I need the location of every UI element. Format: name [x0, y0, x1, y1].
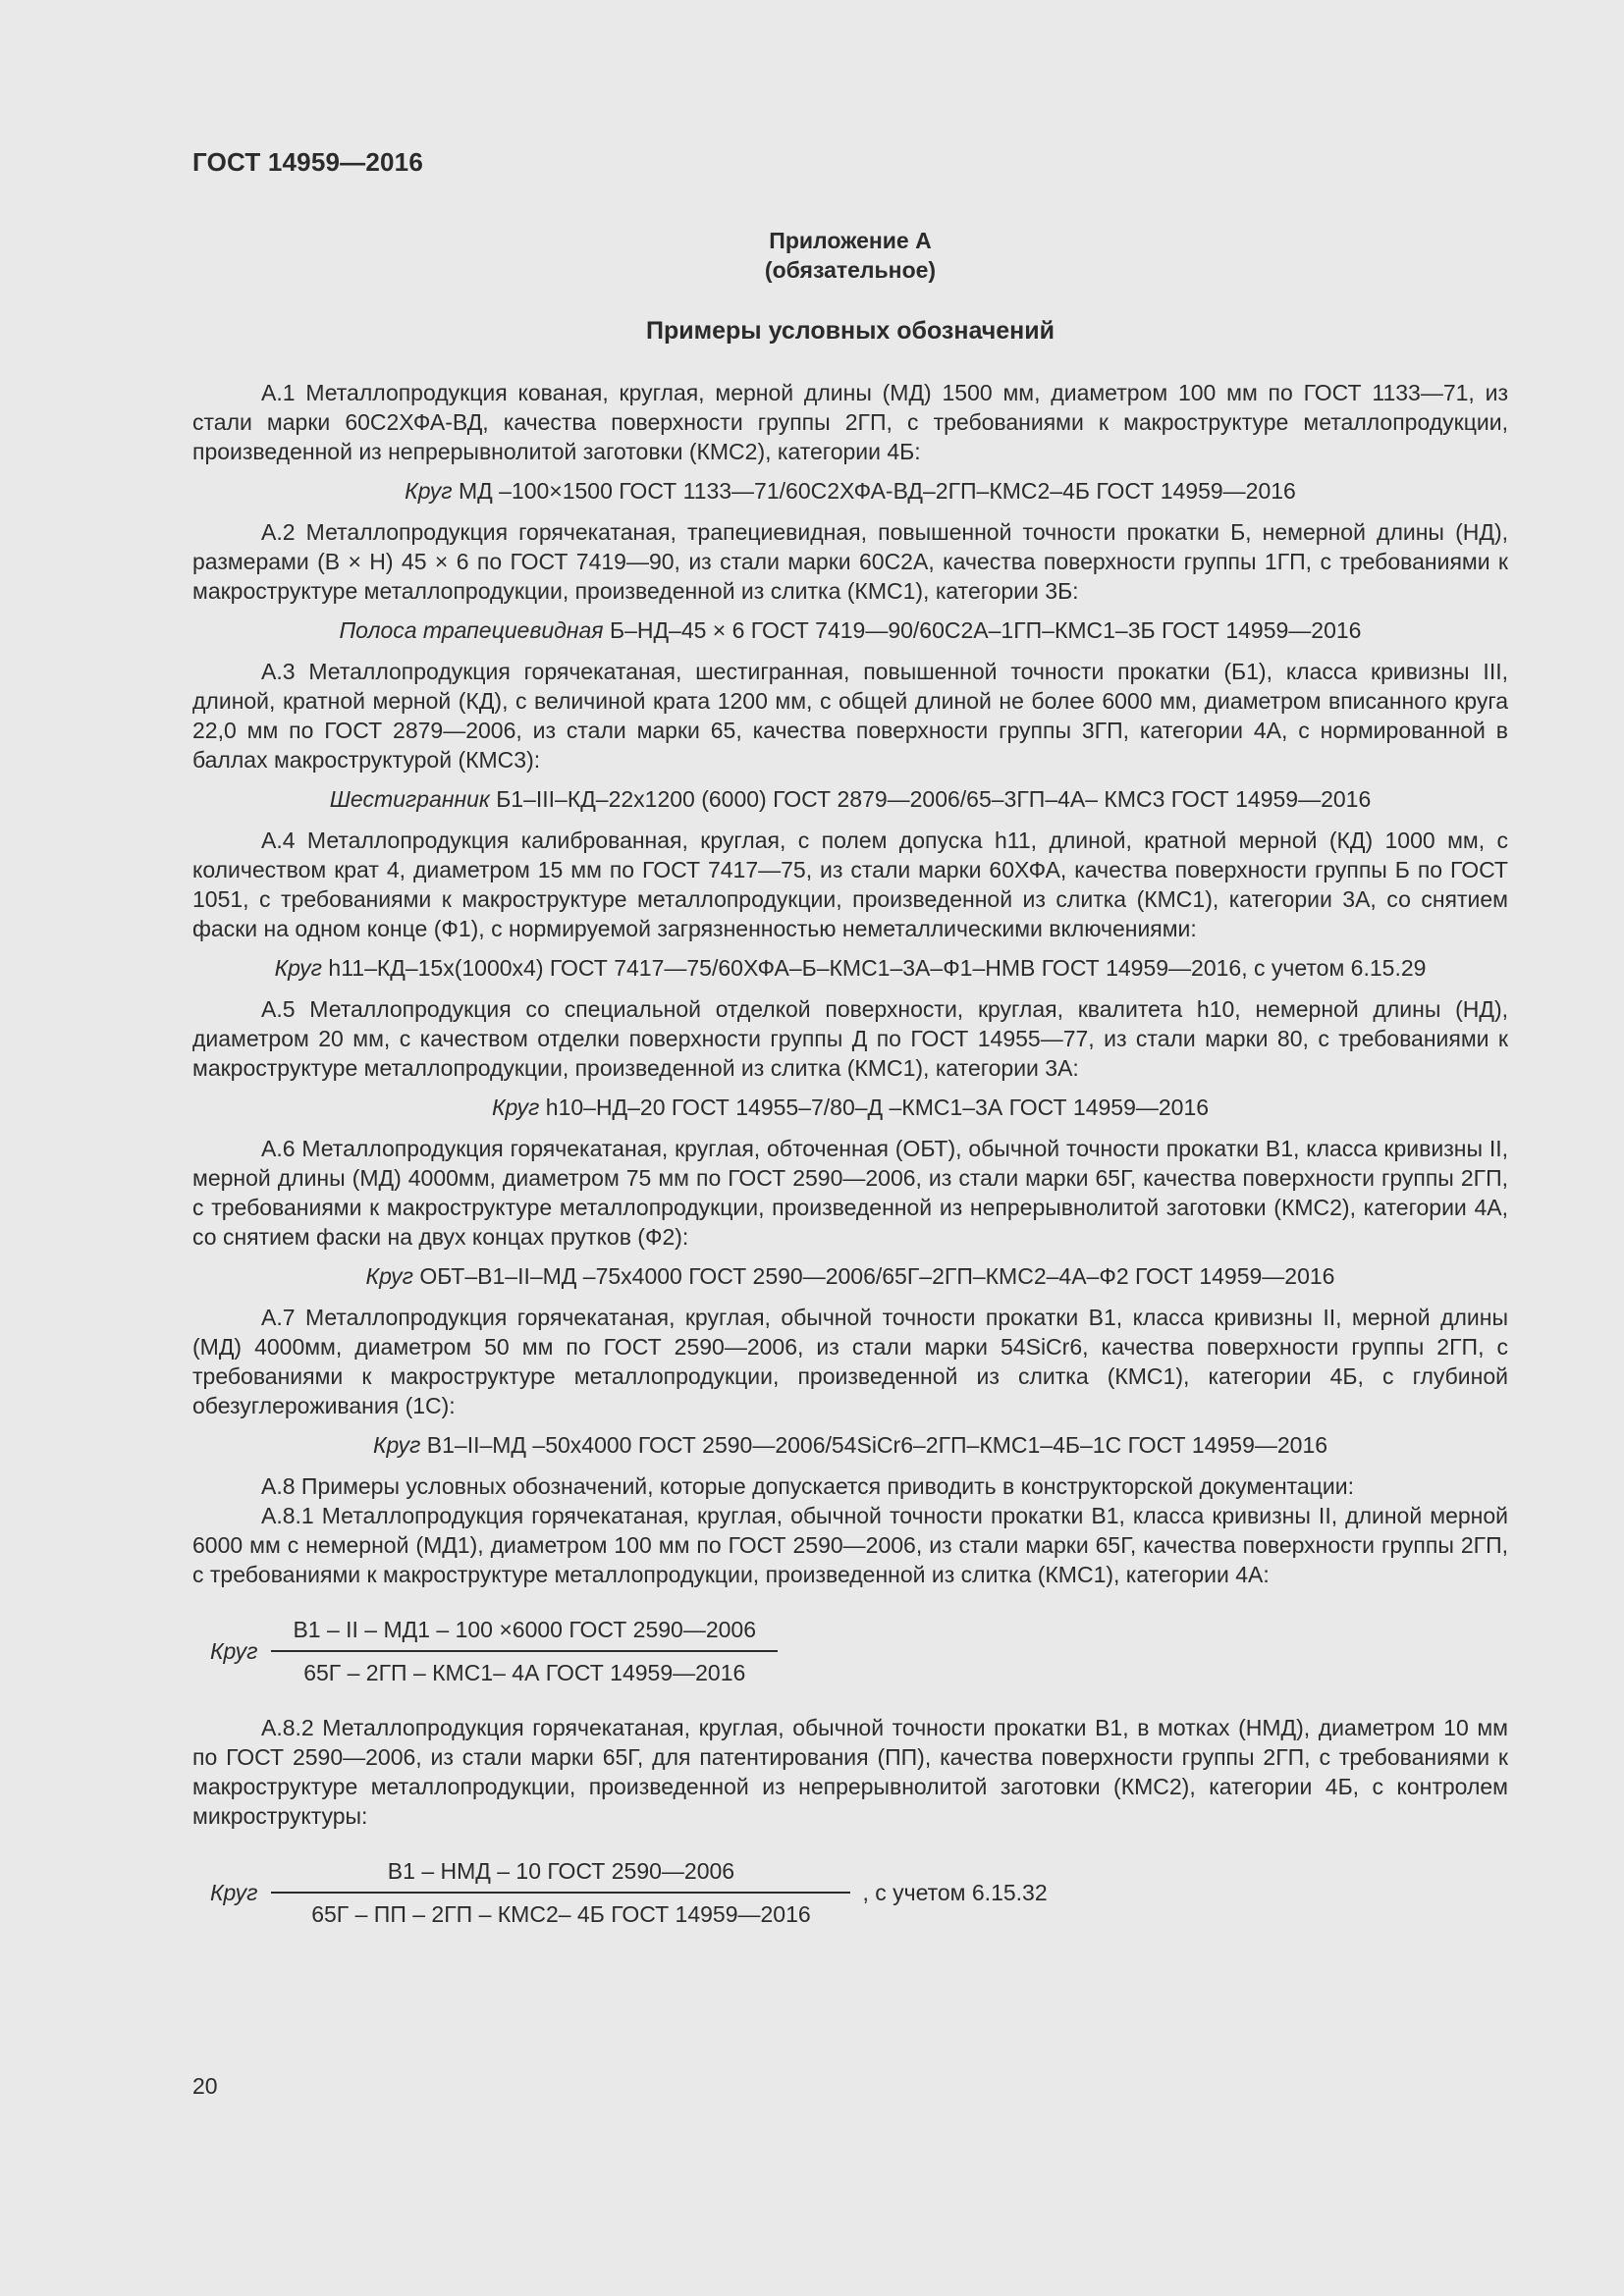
fraction-denominator: 65Г – ПП – 2ГП – КМС2– 4Б ГОСТ 14959—2016 — [311, 1901, 811, 1927]
fraction-numerator: В1 – II – МД1 – 100 ×6000 ГОСТ 2590—2006 — [271, 1615, 778, 1652]
designation-a4 — [192, 953, 1508, 983]
designation-kind: Круг — [274, 955, 323, 981]
clause-a82: А.8.2 Металлопродукция горячекатаная, круглая, обычной точности прокатки В1, в мотках (НМД), диаметром 10 мм по ГОСТ 2590—2006, из стали марки 65Г, для патентирования (ПП), качества поверхности группы 2ГП, с требованиями к макроструктуре металлопродукции, произведенной из непрерывнолитой заготовки (КМС2), категории 4Б, с контролем микроструктуры: — [192, 1715, 1508, 1829]
section-title: Примеры условных обозначений — [646, 317, 1055, 345]
designation-code: h10–НД–20 ГОСТ 14955–7/80–Д –КМС1–3А ГОСТ 14959—2016 — [545, 1095, 1210, 1120]
standard-header: ГОСТ 14959—2016 — [192, 147, 423, 177]
clause-a5: А.5 Металлопродукция со специальной отделкой поверхности, круглая, квалитета h10, немерной длины (НД), диаметром 20 мм, с качеством отделки поверхности группы Д по ГОСТ 14955—77, из стали марки 80, с требованиями к макроструктуре металлопродукции, произведенной из слитка (КМС1), категории 3А: — [192, 996, 1508, 1081]
designation-code: Б1–III–КД–22х1200 (6000) ГОСТ 2879—2006/65–3ГП–4А– КМС3 ГОСТ 14959—2016 — [496, 786, 1372, 812]
designation-code: Б–НД–45 × 6 ГОСТ 7419—90/60С2А–1ГП–КМС1–3Б ГОСТ 14959—2016 — [609, 617, 1362, 643]
designation-a6 — [192, 1261, 1508, 1291]
appendix-status: (обязательное) — [764, 257, 937, 283]
designation-a3 — [192, 784, 1508, 814]
designation-a5 — [192, 1093, 1508, 1122]
clause-a3: А.3 Металлопродукция горячекатаная, шестигранная, повышенной точности прокатки (Б1), класса кривизны III, длиной, кратной мерной (КД), с величиной крата 1200 мм, с общей длиной не более 6000 мм, диаметром вписанного круга 22,0 мм по ГОСТ 2879—2006, из стали марки 65, качества поверхности группы 3ГП, категории 4А, с нормированной в баллах макроструктурой (КМС3): — [192, 659, 1508, 773]
fraction-denominator: 65Г – 2ГП – КМС1– 4А ГОСТ 14959—2016 — [303, 1660, 746, 1685]
designation-kind: Круг — [491, 1095, 540, 1120]
designation-kind: Шестигранник — [329, 786, 490, 812]
designation-code: ОБТ–В1–II–МД –75х4000 ГОСТ 2590—2006/65Г–2ГП–КМС2–4А–Ф2 ГОСТ 14959—2016 — [419, 1263, 1335, 1289]
clause-a7: А.7 Металлопродукция горячекатаная, круглая, обычной точности прокатки В1, класса кривизны II, мерной длины (МД) 4000мм, диаметром 50 мм по ГОСТ 2590—2006, из стали марки 54SiCr6, качества поверхности группы 2ГП, с требованиями к макроструктуре металлопродукции, произведенной из слитка (КМС1), категории 4Б, с глубиной обезуглероживания (1С): — [192, 1305, 1508, 1418]
fraction-designation-a82 — [210, 1856, 1508, 1929]
designation-code: В1–II–МД –50х4000 ГОСТ 2590—2006/54SiCr6–2ГП–КМС1–4Б–1С ГОСТ 14959—2016 — [426, 1432, 1328, 1458]
fraction-designation-a81 — [210, 1615, 1508, 1687]
fraction-numerator: В1 – НМД – 10 ГОСТ 2590—2006 — [271, 1856, 850, 1894]
page-number: 20 — [192, 2073, 218, 2099]
appendix-title: Приложение А — [769, 228, 932, 253]
document-body — [192, 378, 1508, 1954]
designation-code: МД –100×1500 ГОСТ 1133—71/60С2ХФА-ВД–2ГП–КМС2–4Б ГОСТ 14959—2016 — [458, 478, 1296, 504]
clause-a2: А.2 Металлопродукция горячекатаная, трапециевидная, повышенной точности прокатки Б, немерной длины (НД), размерами (В × Н) 45 × 6 по ГОСТ 7419—90, из стали марки 60С2А, качества поверхности группы 1ГП, с требованиями к макроструктуре металлопродукции, произведенной из слитка (КМС1), категории 3Б: — [192, 519, 1508, 604]
clause-a1: А.1 Металлопродукция кованая, круглая, мерной длины (МД) 1500 мм, диаметром 100 мм по ГОСТ 1133—71, из стали марки 60С2ХФА-ВД, качества поверхности группы 2ГП, с требованиями к макроструктуре металлопродукции, произведенной из непрерывнолитой заготовки (КМС2), категории 4Б: — [192, 380, 1508, 464]
designation-code: h11–КД–15х(1000х4) ГОСТ 7417—75/60ХФА–Б–КМС1–3А–Ф1–НМВ ГОСТ 14959—2016, с учетом 6.15.29 — [328, 955, 1427, 981]
designation-a7 — [192, 1430, 1508, 1460]
clause-a4: А.4 Металлопродукция калиброванная, круглая, с полем допуска h11, длиной, кратной мерной (КД) 1000 мм, с количеством крат 4, диаметром 15 мм по ГОСТ 7417—75, из стали марки 60ХФА, качества поверхности группы Б по ГОСТ 1051, с требованиями к макроструктуре металлопродукции, произведенной из слитка (КМС1), категории 3А, со снятием фаски на одном конце (Ф1), с нормируемой загрязненностью неметаллическими включениями: — [192, 828, 1508, 941]
designation-kind: Круг — [365, 1263, 413, 1289]
clause-a81: А.8.1 Металлопродукция горячекатаная, круглая, обычной точности прокатки В1, класса кривизны II, длиной мерной 6000 мм с немерной (МД1), диаметром 100 мм по ГОСТ 2590—2006, из стали марки 65Г, качества поверхности группы 2ГП, с требованиями к макроструктуре металлопродукции, произведенной из слитка (КМС1), категории 4А: — [192, 1503, 1508, 1587]
fraction-suffix: , с учетом 6.15.32 — [862, 1880, 1048, 1905]
designation-a1 — [192, 476, 1508, 506]
clause-a8-intro: А.8 Примеры условных обозначений, которые допускается приводить в конструкторской документации: — [261, 1473, 1354, 1499]
designation-kind: Круг — [210, 1880, 258, 1905]
appendix-heading — [192, 226, 1508, 285]
fraction — [271, 1615, 778, 1687]
clause-a6: А.6 Металлопродукция горячекатаная, круглая, обточенная (ОБТ), обычной точности прокатки В1, класса кривизны II, мерной длины (МД) 4000мм, диаметром 75 мм по ГОСТ 2590—2006, из стали марки 65Г, качества поверхности группы 2ГП, с требованиями к макроструктуре металлопродукции, произведенной из непрерывнолитой заготовки (КМС2), категории 4А, со снятием фаски на двух концах прутков (Ф2): — [192, 1136, 1508, 1250]
fraction — [271, 1856, 850, 1929]
designation-kind: Круг — [405, 478, 453, 504]
designation-kind: Круг — [372, 1432, 421, 1458]
designation-kind: Полоса трапециевидная — [339, 617, 604, 643]
designation-kind: Круг — [210, 1638, 258, 1664]
designation-a2 — [192, 615, 1508, 645]
